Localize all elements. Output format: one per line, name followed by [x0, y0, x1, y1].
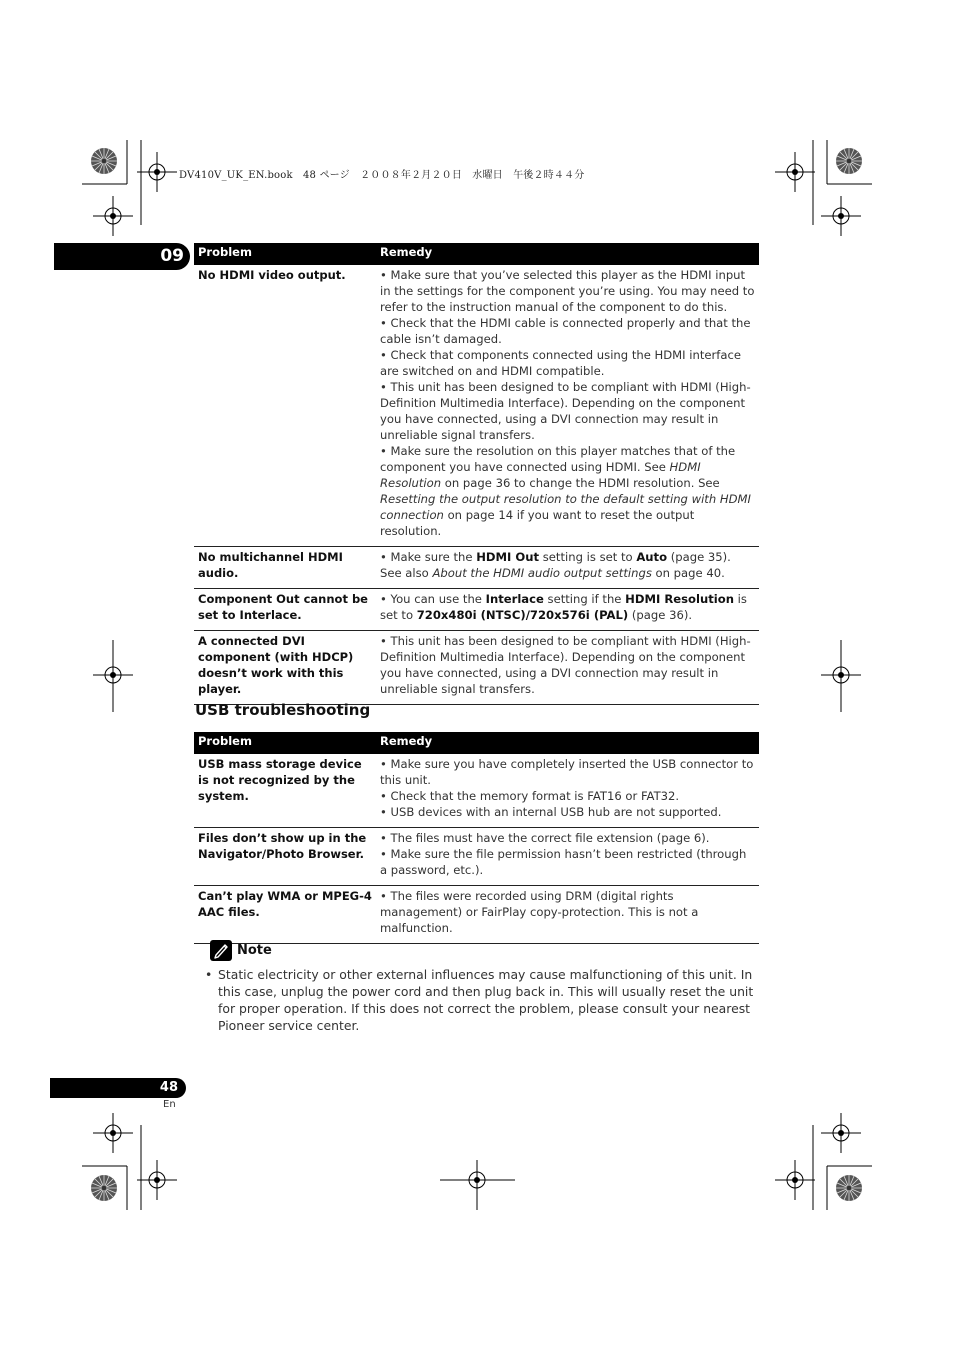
remedy-header: Remedy — [376, 243, 759, 265]
remedy-text: • The files were recorded using DRM (digital rights management) or FairPlay copy-protection. This is not a malfunction. — [380, 889, 699, 935]
remedy-text: on page 36 to change the HDMI resolution. See — [441, 476, 720, 490]
table-row — [194, 886, 759, 944]
remedy-text: • This unit has been designed to be compliant with HDMI (High-Definition Multimedia Interface). Depending on the component you have connected, using a DVI connection may result in unreliable signal transfers. — [380, 380, 751, 442]
remedy-cell — [376, 265, 759, 547]
remedy-item — [380, 846, 755, 878]
usb-troubleshooting-table — [194, 732, 759, 944]
remedy-text: • Make sure the — [380, 550, 477, 564]
note-item — [204, 966, 760, 1034]
remedy-item — [380, 315, 755, 347]
remedy-text: on page 14 if you want to reset the output resolution. — [380, 508, 695, 538]
remedy-cell — [376, 828, 759, 886]
remedy-text: • The files must have the correct file extension (page 6). — [380, 831, 710, 845]
remedy-item — [380, 549, 755, 581]
problem-cell: Component Out cannot be set to Interlace. — [194, 589, 376, 631]
remedy-text: • USB devices with an internal USB hub are not supported. — [380, 805, 722, 819]
table-row — [194, 631, 759, 705]
remedy-text: 720x480i (NTSC)/720x576i (PAL) — [416, 608, 629, 622]
pencil-icon — [210, 940, 232, 961]
remedy-item — [380, 267, 755, 315]
table-header-row — [194, 732, 759, 754]
remedy-text: • Make sure that you’ve selected this player as the HDMI input in the settings for the component you’re using. You may need to refer to the instruction manual of the component to do this. — [380, 268, 755, 314]
note-text: Static electricity or other external influences may cause malfunctioning of this unit. In this case, unplug the power cord and then plug back in. This will usually reset the unit for proper operation. If this does not correct the problem, please consult your nearest Pioneer service center. — [218, 967, 754, 1033]
remedy-text: • Make sure the resolution on this player matches that of the component you have connected using HDMI. See — [380, 444, 736, 474]
remedy-text: • Check that the HDMI cable is connected properly and that the cable isn’t damaged. — [380, 316, 751, 346]
table-body — [194, 265, 759, 705]
remedy-text: Auto — [636, 550, 668, 564]
remedy-text: (page 35). See also — [380, 550, 731, 580]
table-body — [194, 754, 759, 944]
page-tab — [50, 1078, 186, 1098]
language-label: En — [163, 1099, 176, 1110]
file-header: DV410V_UK_EN.book 48 ページ ２００８年２月２０日 水曜日 午後２時４４分 — [179, 170, 585, 181]
table-row — [194, 589, 759, 631]
remedy-cell — [376, 886, 759, 944]
remedy-text: on page 40. — [651, 566, 725, 580]
table-row — [194, 828, 759, 886]
remedy-cell — [376, 631, 759, 705]
problem-cell: A connected DVI component (with HDCP) doesn’t work with this player. — [194, 631, 376, 705]
remedy-item — [380, 633, 755, 697]
remedy-text: • Check that components connected using the HDMI interface are switched on and HDMI compatible. — [380, 348, 741, 378]
remedy-text: setting is set to — [539, 550, 637, 564]
remedy-item — [380, 347, 755, 379]
remedy-text: • Make sure you have completely inserted the USB connector to this unit. — [380, 757, 754, 787]
remedy-item — [380, 830, 755, 846]
problem-header: Problem — [194, 243, 376, 265]
remedy-text: • Make sure the file permission hasn’t been restricted (through a password, etc.). — [380, 847, 747, 877]
table-header-row — [194, 243, 759, 265]
problem-cell: USB mass storage device is not recognized by the system. — [194, 754, 376, 828]
remedy-text: (page 36). — [628, 608, 693, 622]
remedy-item — [380, 804, 755, 820]
note-title: Note — [237, 943, 272, 958]
remedy-item — [380, 888, 755, 936]
remedy-cell — [376, 589, 759, 631]
page-number: 48 — [159, 1080, 178, 1095]
table-row — [194, 754, 759, 828]
problem-header: Problem — [194, 732, 376, 754]
remedy-text: HDMI Resolution — [380, 460, 701, 490]
problem-cell: Can’t play WMA or MPEG-4 AAC files. — [194, 886, 376, 944]
hdmi-troubleshooting-table — [194, 243, 759, 705]
problem-cell: Files don’t show up in the Navigator/Photo Browser. — [194, 828, 376, 886]
remedy-text: HDMI Resolution — [625, 592, 734, 606]
remedy-text: setting if the — [543, 592, 626, 606]
remedy-cell — [376, 754, 759, 828]
remedy-text: Resetting the output resolution to the default setting with HDMI connection — [380, 492, 751, 522]
remedy-item — [380, 443, 755, 539]
remedy-text: • Check that the memory format is FAT16 or FAT32. — [380, 789, 680, 803]
table-row — [194, 547, 759, 589]
problem-cell: No multichannel HDMI audio. — [194, 547, 376, 589]
chapter-tab — [54, 243, 190, 270]
problem-cell: No HDMI video output. — [194, 265, 376, 547]
remedy-item — [380, 379, 755, 443]
table-row — [194, 265, 759, 547]
remedy-text: is set to — [380, 592, 747, 622]
remedy-item — [380, 591, 755, 623]
remedy-text: • This unit has been designed to be compliant with HDMI (High-Definition Multimedia Interface). Depending on the component you have connected, using a DVI connection may result in unreliable signal transfers. — [380, 634, 751, 696]
note-list — [204, 966, 760, 1034]
chapter-number: 09 — [160, 246, 184, 266]
remedy-item — [380, 788, 755, 804]
remedy-header: Remedy — [376, 732, 759, 754]
remedy-cell — [376, 547, 759, 589]
remedy-text: HDMI Out — [476, 550, 540, 564]
bullet: • — [205, 967, 213, 982]
remedy-item — [380, 756, 755, 788]
remedy-text: Interlace — [485, 592, 544, 606]
remedy-text: • You can use the — [380, 592, 486, 606]
remedy-text: About the HDMI audio output settings — [432, 566, 652, 580]
section-title: USB troubleshooting — [195, 701, 371, 719]
